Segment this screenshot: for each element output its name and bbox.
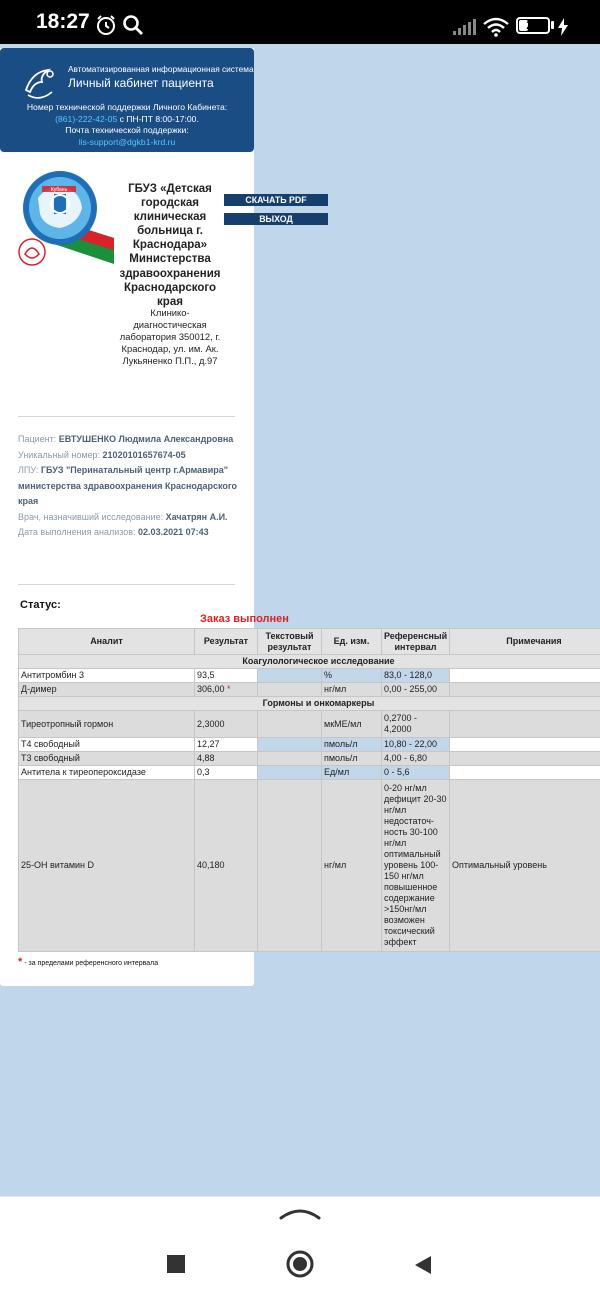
- cell-note: [450, 738, 600, 752]
- support-email-link[interactable]: lis-support@dgkb1-krd.ru: [78, 136, 176, 147]
- wifi-icon: [483, 17, 509, 37]
- cell-unit: пмоль/л: [322, 738, 382, 752]
- col-unit: Ед. изм.: [322, 629, 382, 655]
- table-row: [19, 780, 600, 952]
- triangle-back-icon[interactable]: [413, 1254, 433, 1276]
- download-pdf-button[interactable]: СКАЧАТЬ PDF: [224, 194, 328, 206]
- status-bar: [0, 0, 600, 44]
- support-hours: с ПН-ПТ 8:00-17:00.: [117, 113, 199, 124]
- cell-unit: нг/мл: [322, 683, 382, 697]
- section-title: Коагулологическое исследование: [19, 655, 600, 669]
- logout-button[interactable]: ВЫХОД: [224, 213, 328, 225]
- col-notes: Примечания: [450, 629, 600, 655]
- uid-label: Уникальный номер:: [18, 449, 103, 460]
- patient-name: ЕВТУШЕНКО Людмила Александровна: [58, 434, 234, 444]
- divider-bottom: [18, 584, 235, 585]
- cell-unit: мкМЕ/мл: [322, 711, 382, 738]
- table-row: [19, 683, 600, 697]
- battery-cap: [551, 21, 554, 29]
- hospital-name: ГБУЗ «Детская городская клиническая больница г. Краснодара» Министерства здравоохранения Краснодарского края: [119, 183, 221, 308]
- charging-icon: [557, 18, 569, 36]
- cell-range: 0,2700 - 4,2000: [382, 711, 450, 738]
- cell-note: [450, 752, 600, 766]
- logo-text: Кубань: [50, 187, 68, 193]
- cell-text-result: [258, 738, 322, 752]
- cell-range: 83,0 - 128,0: [382, 669, 450, 683]
- cell-text-result: [258, 711, 322, 738]
- table-row: [19, 752, 600, 766]
- support-info: [0, 102, 254, 148]
- signal-icon: [452, 18, 476, 36]
- cell-range: 0-20 нг/мл дефицит 20-30 нг/мл недостаточ-ность 30-100 нг/мл оптимальный уровень 100-150 нг/мл повышенное содержание >150нг/мл возможен токсический эффект: [382, 780, 450, 952]
- col-text-result: Текстовый результат: [258, 629, 322, 655]
- lpu-value: ГБУЗ "Перинатальный центр г.Армавира" министерства здравоохранения Краснодарского края: [18, 465, 238, 506]
- divider-top: [18, 416, 235, 417]
- results-table: [18, 628, 600, 952]
- cell-result: 0,3: [195, 766, 258, 780]
- lpu-label: ЛПУ:: [18, 465, 41, 475]
- cell-note: Оптимальный уровень: [450, 780, 600, 952]
- battery-level: 29: [526, 18, 540, 32]
- stork-logo-icon: [20, 62, 60, 102]
- cell-text-result: [258, 669, 322, 683]
- cell-text-result: [258, 752, 322, 766]
- section-row: [19, 697, 600, 711]
- cell-result: 4,88: [195, 752, 258, 766]
- result-value: 306,00: [197, 684, 225, 694]
- cell-range: 10,80 - 22,00: [382, 738, 450, 752]
- cell-analyte: Т3 свободный: [19, 752, 195, 766]
- table-row: [19, 669, 600, 683]
- cell-note: [450, 711, 600, 738]
- cell-note: [450, 766, 600, 780]
- cell-result: 93,5: [195, 669, 258, 683]
- header-banner: [0, 48, 254, 152]
- cell-range: 0 - 5,6: [382, 766, 450, 780]
- cell-unit: Ед/мл: [322, 766, 382, 780]
- cell-analyte: Антитела к тиреопероксидазе: [19, 766, 195, 780]
- support-phone-link[interactable]: (861)-222-42-05: [55, 113, 118, 124]
- cell-unit: нг/мл: [322, 780, 382, 952]
- alarm-icon: [95, 14, 117, 36]
- cell-unit: пмоль/л: [322, 752, 382, 766]
- date-label: Дата выполнения анализов:: [18, 527, 139, 537]
- patient-label: Пациент:: [18, 434, 59, 444]
- cell-analyte: Тиреотропный гормон: [19, 711, 195, 738]
- battery-icon: [516, 17, 550, 34]
- search-icon: [122, 14, 144, 36]
- col-result: Результат: [195, 629, 258, 655]
- cell-result-flagged: [195, 683, 258, 697]
- cell-result: 2,3000: [195, 711, 258, 738]
- cell-analyte: Т4 свободный: [19, 738, 195, 752]
- table-row: [19, 766, 600, 780]
- support-phone-label: Номер технической поддержки Личного Кабинета:: [26, 102, 228, 112]
- circle-icon[interactable]: [285, 1249, 315, 1279]
- cell-unit: %: [322, 669, 382, 683]
- footnote: [18, 956, 158, 968]
- cell-analyte: Д-димер: [19, 683, 195, 697]
- chevron-up-icon[interactable]: [279, 1206, 321, 1220]
- footnote-text: - за пределами референсного интервала: [22, 960, 159, 967]
- cabinet-title: Личный кабинет пациента: [68, 76, 214, 90]
- table-row: [19, 738, 600, 752]
- support-email-label: Почта технической поддержки:: [65, 125, 189, 136]
- cell-text-result: [258, 683, 322, 697]
- out-of-range-flag: *: [227, 684, 231, 694]
- doctor-value: Хачатрян А.И.: [165, 511, 228, 522]
- cell-text-result: [258, 766, 322, 780]
- section-title: Гормоны и онкомаркеры: [19, 697, 600, 711]
- patient-info: [18, 432, 243, 541]
- doctor-label: Врач, назначивший исследование:: [18, 511, 166, 522]
- table-header-row: [19, 629, 600, 655]
- cell-analyte: 25-ОН витамин D: [19, 780, 195, 952]
- hospital-logo: [18, 168, 116, 268]
- uid-value: 21020101657674-05: [102, 449, 186, 460]
- cell-result: 40,180: [195, 780, 258, 952]
- cell-range: 4,00 - 6,80: [382, 752, 450, 766]
- cell-text-result: [258, 780, 322, 952]
- col-analyte: Аналит: [19, 629, 195, 655]
- lab-address: Клинико-диагностическая лаборатория 350012, г. Краснодар, ул. им. Ак. Лукьяненко П.П., д.97: [119, 307, 221, 366]
- gesture-bar[interactable]: [0, 1196, 600, 1229]
- report-card: [0, 48, 562, 986]
- cell-analyte: Антитромбин 3: [19, 669, 195, 683]
- cell-range: 0,00 - 255,00: [382, 683, 450, 697]
- table-row: [19, 711, 600, 738]
- navigation-bar: [0, 1229, 600, 1299]
- cell-note: [450, 683, 600, 697]
- cell-result: 12,27: [195, 738, 258, 752]
- square-icon[interactable]: [166, 1254, 186, 1274]
- status-value: Заказ выполнен: [200, 613, 289, 625]
- status-label: Статус:: [20, 599, 61, 611]
- section-row: [19, 655, 600, 669]
- col-range: Референсный интервал: [382, 629, 450, 655]
- system-name: Автоматизированная информационная система: [68, 64, 254, 74]
- status-time: 18:27: [36, 10, 90, 33]
- footnote-star: *: [18, 956, 23, 968]
- cell-note: [450, 669, 600, 683]
- date-value: 02.03.2021 07:43: [138, 527, 209, 537]
